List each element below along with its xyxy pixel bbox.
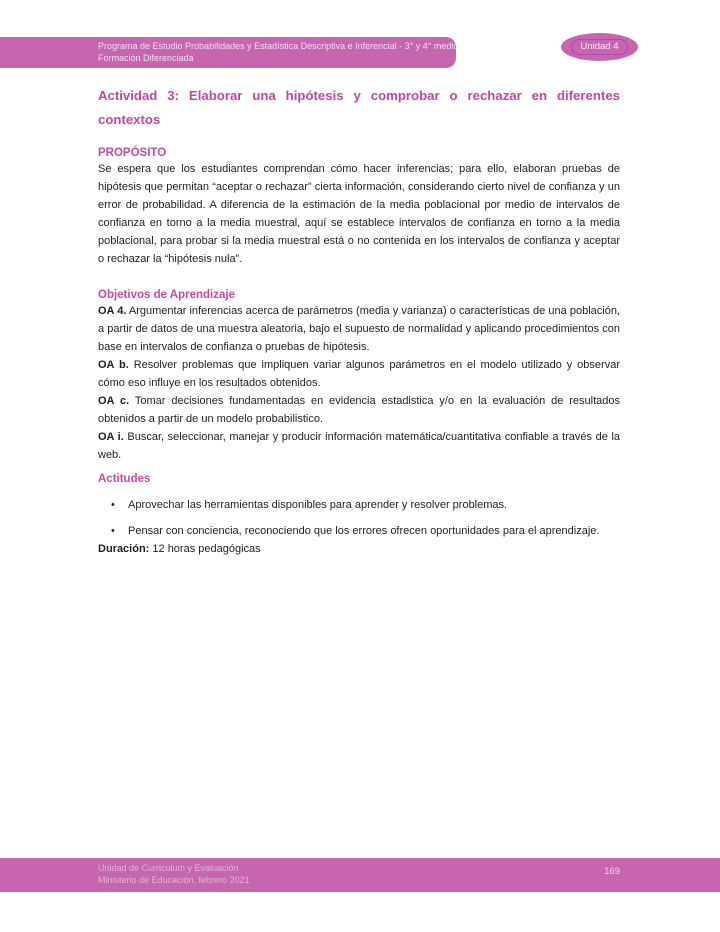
duracion-value: 12 horas pedagógicas <box>149 543 261 555</box>
activity-title: Actividad 3: Elaborar una hipótesis y comprobar o rechazar en diferentes contextos <box>98 88 620 127</box>
oa-label: OA 4. <box>98 305 127 317</box>
oa-text: Buscar, seleccionar, manejar y producir información matemática/cuantitativa confiable a través de la web. <box>98 431 621 461</box>
duracion-line <box>98 540 620 558</box>
oa-label: OA i. <box>98 431 124 443</box>
proposito-body: Se espera que los estudiantes comprendan cómo hacer inferencias; para ello, elaboran pruebas de hipótesis que permitan “aceptar o rechazar” cierta información, considerando cierto nivel de confianza y un error de probabilidad. A diferencia de la estimación de la media poblacional por medio de intervalos de confianza en torno a la media muestral, aquí se establece intervalos de confianza en torno a la media poblacional, para probar si la media muestral está o no contenida en los intervalos de confianza y aceptar o rechazar la “hipótesis nula”. <box>98 163 620 265</box>
program-band-line1: Programa de Estudio Probabilidades y Estadística Descriptiva e Inferencial - 3° y 4° medio <box>98 41 459 51</box>
oa-item-i <box>98 428 620 464</box>
actitud-item: • Aprovechar las herramientas disponibles para aprender y resolver problemas. <box>98 496 620 514</box>
proposito-heading: PROPÓSITO <box>98 147 167 159</box>
oa-label: OA b. <box>98 359 129 371</box>
oa-item-c <box>98 392 620 428</box>
duracion-label: Duración: <box>98 543 150 555</box>
oa-item-b <box>98 356 620 392</box>
page-number: 169 <box>604 866 620 877</box>
oa-text: Argumentar inferencias acerca de parámetros (media y varianza) o características de una población, a partir de datos de una muestra aleatoria, bajo el supuesto de normalidad y aplicando procedimientos con base en intervalos de confianza o pruebas de hipótesis. <box>98 305 620 353</box>
oa-text: Resolver problemas que impliquen variar algunos parámetros en el modelo utilizado y observar cómo eso influye en los resultados obtenidos. <box>98 359 620 389</box>
footer-bar <box>0 858 720 892</box>
footer-ministry: Ministerio de Educación, febrero 2021 <box>98 874 250 885</box>
oa-label: OA c. <box>98 395 130 407</box>
actitud-item: • Pensar con conciencia, reconociendo que los errores ofrecen oportunidades para el aprendizaje. <box>98 522 620 540</box>
unit-badge-label: Unidad 4 <box>571 39 627 55</box>
oa-item-4 <box>98 302 620 356</box>
footer-institution: Unidad de Curriculum y Evaluación <box>98 863 239 873</box>
objetivos-heading: Objetivos de Aprendizaje <box>98 289 235 301</box>
actitudes-list <box>98 496 620 540</box>
oa-text: Tomar decisiones fundamentadas en evidencia estadistica y/o en la evaluación de resultados obtenidos a partir de un modelo probabilistico. <box>98 395 620 425</box>
main-content <box>98 0 620 558</box>
actitudes-heading: Actitudes <box>98 473 151 485</box>
program-band-line2: Formación Diferenciada <box>98 52 194 63</box>
